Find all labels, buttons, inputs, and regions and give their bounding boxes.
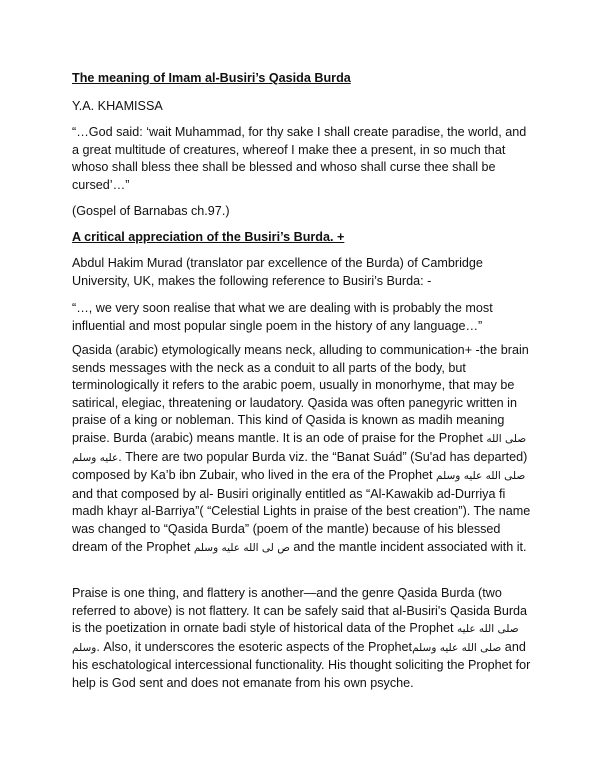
author-name: Y.A. KHAMISSA	[72, 99, 163, 113]
para2-text-3: and his eschatological intercessional functionality. His thought soliciting the Prophet for help is God sent and does not emanate from his own psyche.	[72, 639, 531, 690]
honorific-arabic: صلى الله عليه وسلم	[436, 470, 526, 483]
epigraph: “…God said: ‘wait Muhammad, for thy sake I shall create paradise, the world, and a great multitude of creatures, whereof I make thee a present, in so much that whoso shall bless thee shall be blessed and whoso shall curse thee shall be cursed’…”	[72, 125, 527, 192]
intro-paragraph: Abdul Hakim Murad (translator par excellence of the Burda) of Cambridge University, UK, makes the following reference to Busiri’s Burda: -	[72, 256, 483, 288]
para1-text-4: and the mantle incident associated with it.	[289, 539, 527, 554]
qasida-paragraph	[72, 342, 534, 557]
praise-paragraph	[72, 585, 534, 693]
document-title: The meaning of Imam al-Busiri’s Qasida Burda	[72, 71, 351, 85]
para2-text-2: . Also, it underscores the esoteric aspects of the Prophet	[96, 639, 413, 654]
burda-quote: “…, we very soon realise that what we are dealing with is probably the most influential and most popular single poem in the history of any language…”	[72, 301, 493, 333]
honorific-arabic: صلى الله عليه وسلم	[412, 641, 502, 654]
epigraph-source: (Gospel of Barnabas ch.97.)	[72, 204, 230, 218]
para1-text-3: and that composed by al- Busiri originally entitled as “Al-Kawakib ad-Durriya fi madh khayr al-Barriya”( “Celestial Lights in praise of the best creation”). The name was changed to “Qasida Burda” (poem of the mantle) because of his blessed dream of the Prophet	[72, 486, 531, 554]
honorific-arabic: صلى الله عليه وسلم	[72, 623, 519, 654]
para1-text-1: Qasida (arabic) etymologically means neck, alluding to communication+ -the brain sends messages with the neck as a conduit to all parts of the body, but terminologically it refers to the arabic poem, usually in monorhyme, that may be satirical, elegiac, threatening or laudatory. Qasida was often panegyric written in praise of a king or nobleman. This kind of Qasida is known as madih meaning praise. Burda (arabic) means mantle. It is an ode of praise for the Prophet	[72, 343, 529, 445]
honorific-arabic: ص لى الله عليه وسلم	[193, 541, 290, 554]
honorific-arabic: صلى الله عليه وسلم	[72, 432, 527, 464]
para2-text-1: Praise is one thing, and flattery is another—and the genre Qasida Burda (two referred to above) is not flattery. It can be safely said that al-Busiri's Qasida Burda is the poetization in ornate badi style of historical data of the Prophet	[72, 586, 528, 636]
section-heading: A critical appreciation of the Busiri’s Burda. +	[72, 230, 345, 244]
para1-text-2: . There are two popular Burda viz. the “Banat Suád” (Su'ad has departed) composed by Ka’b ibn Zubair, who lived in the era of the Prophet	[72, 449, 528, 483]
